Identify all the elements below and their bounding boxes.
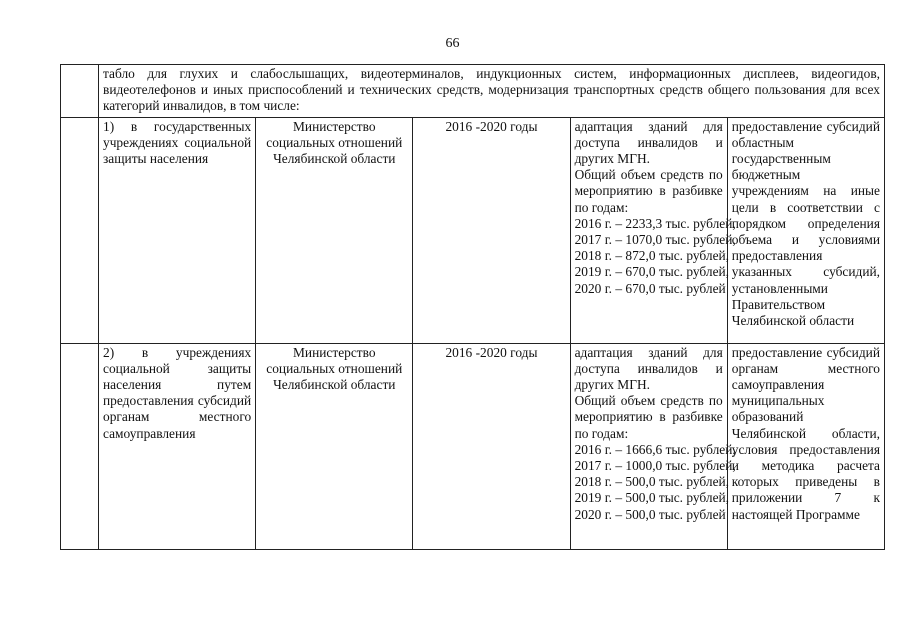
period-cell: 2016 -2020 годы bbox=[413, 117, 570, 343]
measure-cell: 1) в государственных учреждениях социальной защиты населения bbox=[99, 117, 256, 343]
description-lead: адаптация зданий для доступа инвалидов и других МГН. bbox=[574, 118, 723, 167]
number-cell bbox=[61, 117, 99, 343]
year-amount: 2020 г. – 500,0 тыс. рублей bbox=[574, 506, 726, 522]
intro-row bbox=[61, 65, 885, 118]
year-amount: 2020 г. – 670,0 тыс. рублей bbox=[574, 280, 726, 296]
year-amount: 2018 г. – 500,0 тыс. рублей, bbox=[574, 474, 730, 490]
description-lead: адаптация зданий для доступа инвалидов и других МГН. bbox=[574, 344, 723, 393]
description-cell bbox=[570, 343, 736, 549]
funding-cell bbox=[727, 343, 884, 549]
executor-cell: Министерство социальных отношений Челябинской области bbox=[256, 343, 413, 549]
program-measures-table bbox=[60, 64, 885, 550]
year-amount: 2016 г. – 2233,3 тыс. рублей, bbox=[574, 215, 736, 231]
table-row bbox=[61, 343, 885, 549]
year-amount: 2018 г. – 872,0 тыс. рублей, bbox=[574, 248, 730, 264]
year-amount: 2017 г. – 1070,0 тыс. рублей, bbox=[574, 232, 736, 248]
number-cell bbox=[61, 343, 99, 549]
year-amount: 2019 г. – 500,0 тыс. рублей, bbox=[574, 490, 730, 506]
period-cell: 2016 -2020 годы bbox=[413, 343, 570, 549]
funding-cell bbox=[727, 117, 884, 343]
description-total: Общий объем средств по мероприятию в разбивке по годам: bbox=[574, 167, 723, 215]
year-amount: 2016 г. – 1666,6 тыс. рублей, bbox=[574, 441, 736, 457]
table-row bbox=[61, 117, 885, 343]
year-amount: 2017 г. – 1000,0 тыс. рублей, bbox=[574, 458, 736, 474]
description-total: Общий объем средств по мероприятию в разбивке по годам: bbox=[574, 393, 723, 441]
funding-text: предоставление субсидий областным государственным бюджетным учреждениям на иные цели в соответствии с порядком определения объема и условиями предоставления указанных субсидий, установленными Правительством Челябинской области bbox=[731, 118, 880, 329]
number-cell bbox=[61, 65, 99, 118]
intro-text: табло для глухих и слабослышащих, видеотерминалов, индукционных систем, информационных дисплеев, видеогидов, видеотелефонов и иных приспособлений и технических средств, модернизация транспортных средств общего пользования для всех категорий инвалидов, в том числе: bbox=[99, 65, 885, 118]
page-number: 66 bbox=[445, 36, 460, 51]
executor-cell: Министерство социальных отношений Челябинской области bbox=[256, 117, 413, 343]
year-amount: 2019 г. – 670,0 тыс. рублей, bbox=[574, 264, 730, 280]
funding-text: предоставление субсидий органам местного самоуправления муниципальных образований Челябинской области, условия предоставления и методика расчета которых приведены в приложении 7 к настоящей Программе bbox=[731, 344, 880, 522]
measure-cell: 2) в учреждениях социальной защиты населения путем предоставления субсидий органам местного самоуправления bbox=[99, 343, 256, 549]
description-cell bbox=[570, 117, 736, 343]
